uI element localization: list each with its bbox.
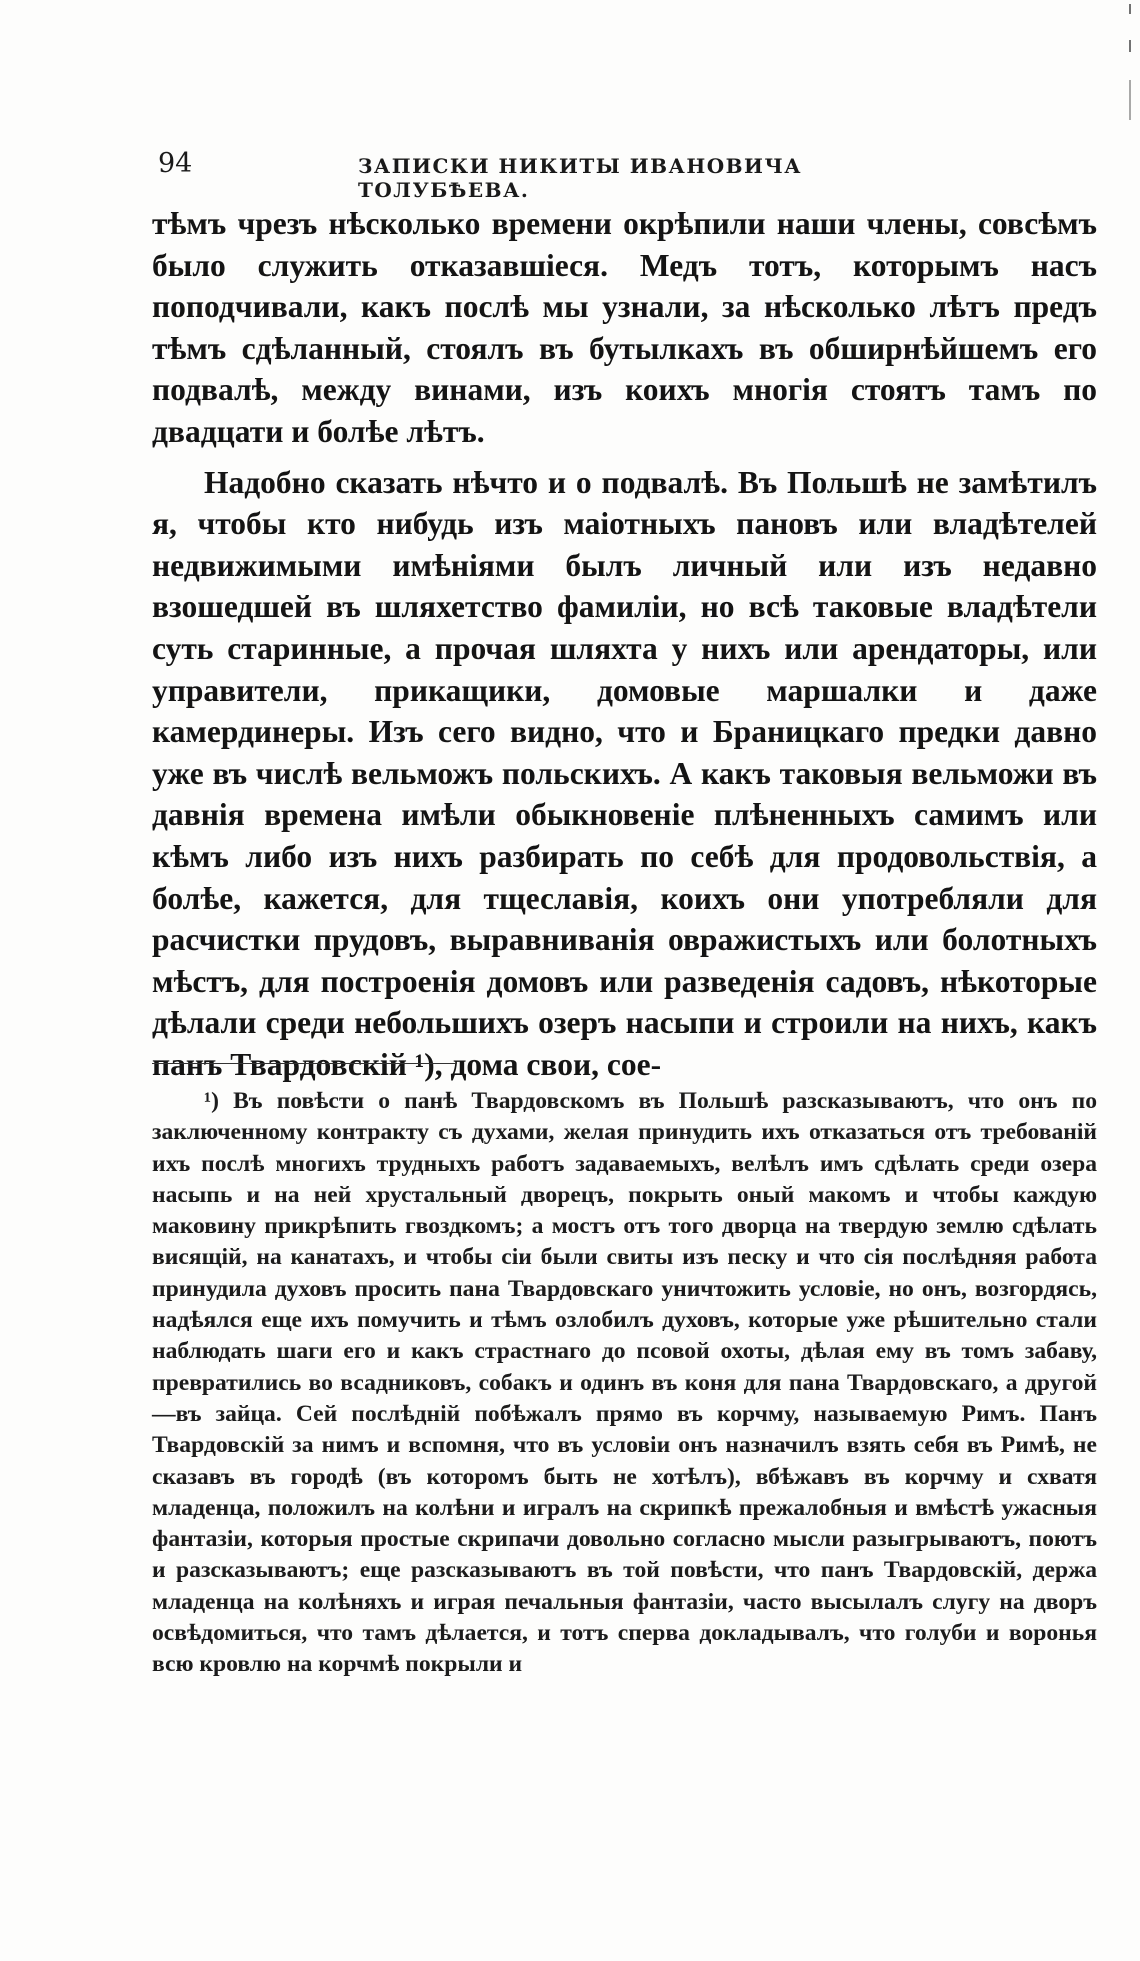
page-header	[158, 148, 918, 202]
footnote-text: ¹) Въ повѣсти о панѣ Твардовскомъ въ Польшѣ разсказываютъ, что онъ по заключенному контракту съ духами, желая принудить ихъ отказаться отъ требованій ихъ послѣ многихъ трудныхъ работъ задаваемыхъ, велѣлъ имъ сдѣлать среди озера насыпь и на ней хрустальный дворецъ, покрыть оный макомъ и чтобы каждую маковину прикрѣпить гвоздкомъ; а мостъ отъ того дворца на твердую землю сдѣлать висящій, на канатахъ, и чтобы сіи были свиты изъ песку и что сія послѣдняя работа принудила духовъ просить пана Твардовскаго уничтожить условіе, но онъ, возгордясь, надѣялся еще ихъ помучить и тѣмъ озлобилъ духовъ, которые уже рѣшительно стали наблюдать шаги его и какъ страстнаго до псовой охоты, дѣлая ему въ томъ забаву, превратились во всадниковъ, собакъ и одинъ въ коня для пана Твардовскаго, а другой—въ зайца. Сей послѣдній побѣжалъ прямо въ корчму, называемую Римъ. Панъ Твардовскій за нимъ и вспомня, что въ условіи онъ назначилъ взять себя въ Римѣ, не сказавъ въ городѣ (въ которомъ быть не хотѣлъ), вбѣжавъ въ корчму и схватя младенца, положилъ на колѣни и игралъ на скрипкѣ прежалобныя и вмѣстѣ ужасныя фантазіи, которыя простые скрипачи довольно согласно мысли разыгрываютъ, поютъ и разсказываютъ; еще разсказываютъ въ той повѣсти, что панъ Твардовскій, держа младенца на колѣняхъ и играя печальныя фантазіи, часто высылалъ слугу на дворъ освѣдомиться, что тамъ дѣлается, и тотъ сперва докладывалъ, что голуби и воронья всю кровлю на корчмѣ покрыли и	[152, 1088, 1097, 1678]
main-text	[152, 203, 1097, 1085]
paragraph-1: тѣмъ чрезъ нѣсколько времени окрѣпили наши члены, совсѣмъ было служить отказавшіеся. Медъ тотъ, которымъ насъ поподчивали, какъ послѣ мы узнали, за нѣсколько лѣтъ предъ тѣмъ сдѣланный, стоялъ въ бутылкахъ въ обширнѣйшемъ его подвалѣ, между винами, изъ коихъ многія стоятъ тамъ по двадцати и болѣе лѣтъ.	[152, 206, 1097, 449]
running-title: ЗАПИСКИ НИКИТЫ ИВАНОВИЧА ТОЛУБѢЕВА.	[358, 154, 802, 202]
page-edge-marks	[1124, 0, 1134, 130]
paragraph-2: Надобно сказать нѣчто и о подвалѣ. Въ Польшѣ не замѣтилъ я, чтобы кто нибудь изъ маіотныхъ пановъ или владѣтелей недвижимыми имѣніями былъ личный или изъ недавно взошедшей въ шляхетство фамиліи, но всѣ таковые владѣтели суть старинные, а прочая шляхта у нихъ или арендаторы, или управители, прикащики, домовые маршалки и даже камердинеры. Изъ сего видно, что и Браницкаго предки давно уже въ числѣ вельможъ польскихъ. А какъ таковыя вельможи въ давнія времена имѣли обыкновеніе плѣненныхъ самимъ или кѣмъ либо изъ нихъ разбирать по себѣ для продовольствія, а болѣе, кажется, для тщеславія, коихъ они употребляли для расчистки прудовъ, выравниванія овражистыхъ или болотныхъ мѣстъ, для построенія домовъ или разведенія садовъ, нѣкоторые дѣлали среди небольшихъ озеръ насыпи и строили на нихъ, какъ панъ Твардовскій ¹), дома свои, сое-	[152, 464, 1097, 1082]
footnote	[152, 1086, 1097, 1681]
footnote-divider	[152, 1063, 457, 1064]
page-number: 94	[158, 148, 193, 179]
